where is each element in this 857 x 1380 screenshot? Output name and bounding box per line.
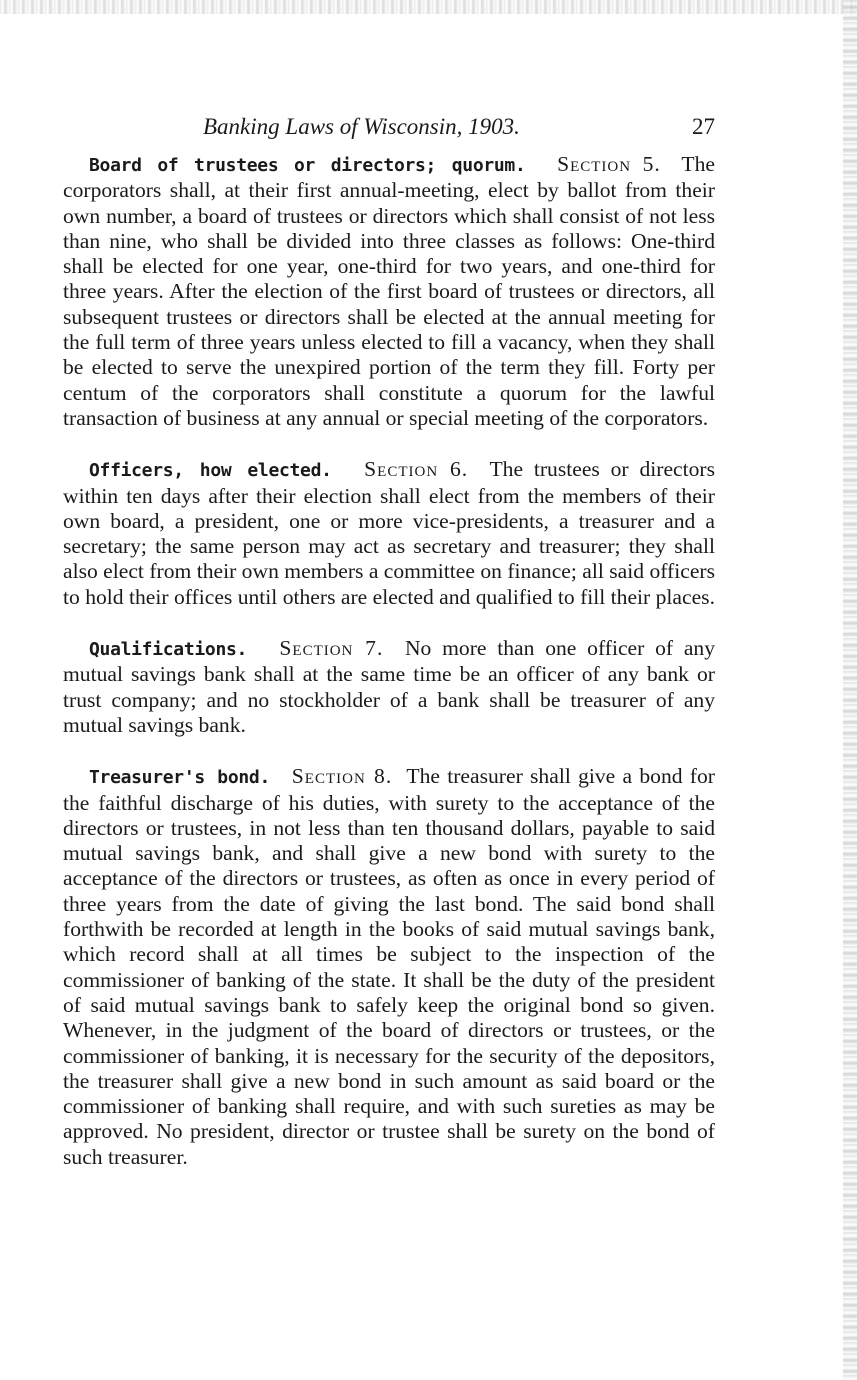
- section-heading: Treasurer's bond.: [89, 767, 270, 789]
- section-label: Section 5.: [557, 152, 661, 176]
- section-heading: Board of trustees or directors; quorum.: [89, 155, 526, 176]
- section-7: [63, 636, 715, 738]
- page-number: 27: [692, 114, 715, 139]
- scan-edge-top: [0, 0, 857, 14]
- section-body: The corporators shall, at their first annual-meeting, elect by ballot from their own number, a board of trustees or directors which shall consist of not less than nine, who shall be divided into three classes as follows: One-third shall be elected for one year, one-third for two years, and one-third for three years. After the election of the first board of trustees or directors, all subsequent trustees or directors shall be elected at the annual meeting for the full term of three years unless elected to fill a vacancy, when they shall be elected to serve the unexpired portion of the term they fill. Forty per centum of the corporators shall constitute a quorum for the lawful transaction of business at any annual or special meeting of the corporators.: [63, 152, 715, 430]
- section-label: Section 7.: [279, 636, 384, 661]
- section-heading: Officers, how elected.: [89, 460, 332, 482]
- section-label: Section 8.: [291, 764, 393, 789]
- section-body: The treasurer shall give a bond for the faithful discharge of his duties, with surety to the acceptance of the directors or trustees, in not less than ten thousand dollars, payable to said mutual savings bank, and shall give a new bond with surety to the acceptance of the directors or trustees, as often as once in every period of three years from the date of giving the last bond. The said bond shall forthwith be recorded at length in the books of said mutual savings bank, which record shall at all times be subject to the inspection of the commissioner of banking of the state. It shall be the duty of the president of said mutual savings bank to safely keep the original bond so given. Whenever, in the judgment of the board of directors or trustees, or the commissioner of banking, it is necessary for the security of the depositors, the treasurer shall give a new bond in such amount as said board or the commissioner of banking shall require, and with such sureties as may be approved. No president, director or trustee shall be surety on the bond of such treasurer.: [63, 764, 715, 1169]
- running-title: Banking Laws of Wisconsin, 1903.: [203, 114, 520, 139]
- section-8: [63, 764, 715, 1170]
- scan-edge-right: [843, 0, 857, 1380]
- section-6: [63, 457, 715, 610]
- book-page: [63, 110, 715, 1196]
- section-heading: Qualifications.: [89, 639, 248, 661]
- section-label: Section 6.: [364, 457, 469, 482]
- section-body: No more than one officer of any mutual savings bank shall at the same time be an officer of any bank or trust company; and no stockholder of a bank shall be treasurer of any mutual savings bank.: [63, 636, 716, 737]
- section-5: [63, 152, 715, 431]
- running-head: [63, 110, 715, 144]
- section-body: The trustees or directors within ten days after their election shall elect from the members of their own board, a president, one or more vice-presidents, a treasurer and a secretary; the same person may act as secretary and treasurer; they shall also elect from their own members a committee on finance; all said officers to hold their offices until others are elected and qualified to fill their places.: [63, 457, 715, 609]
